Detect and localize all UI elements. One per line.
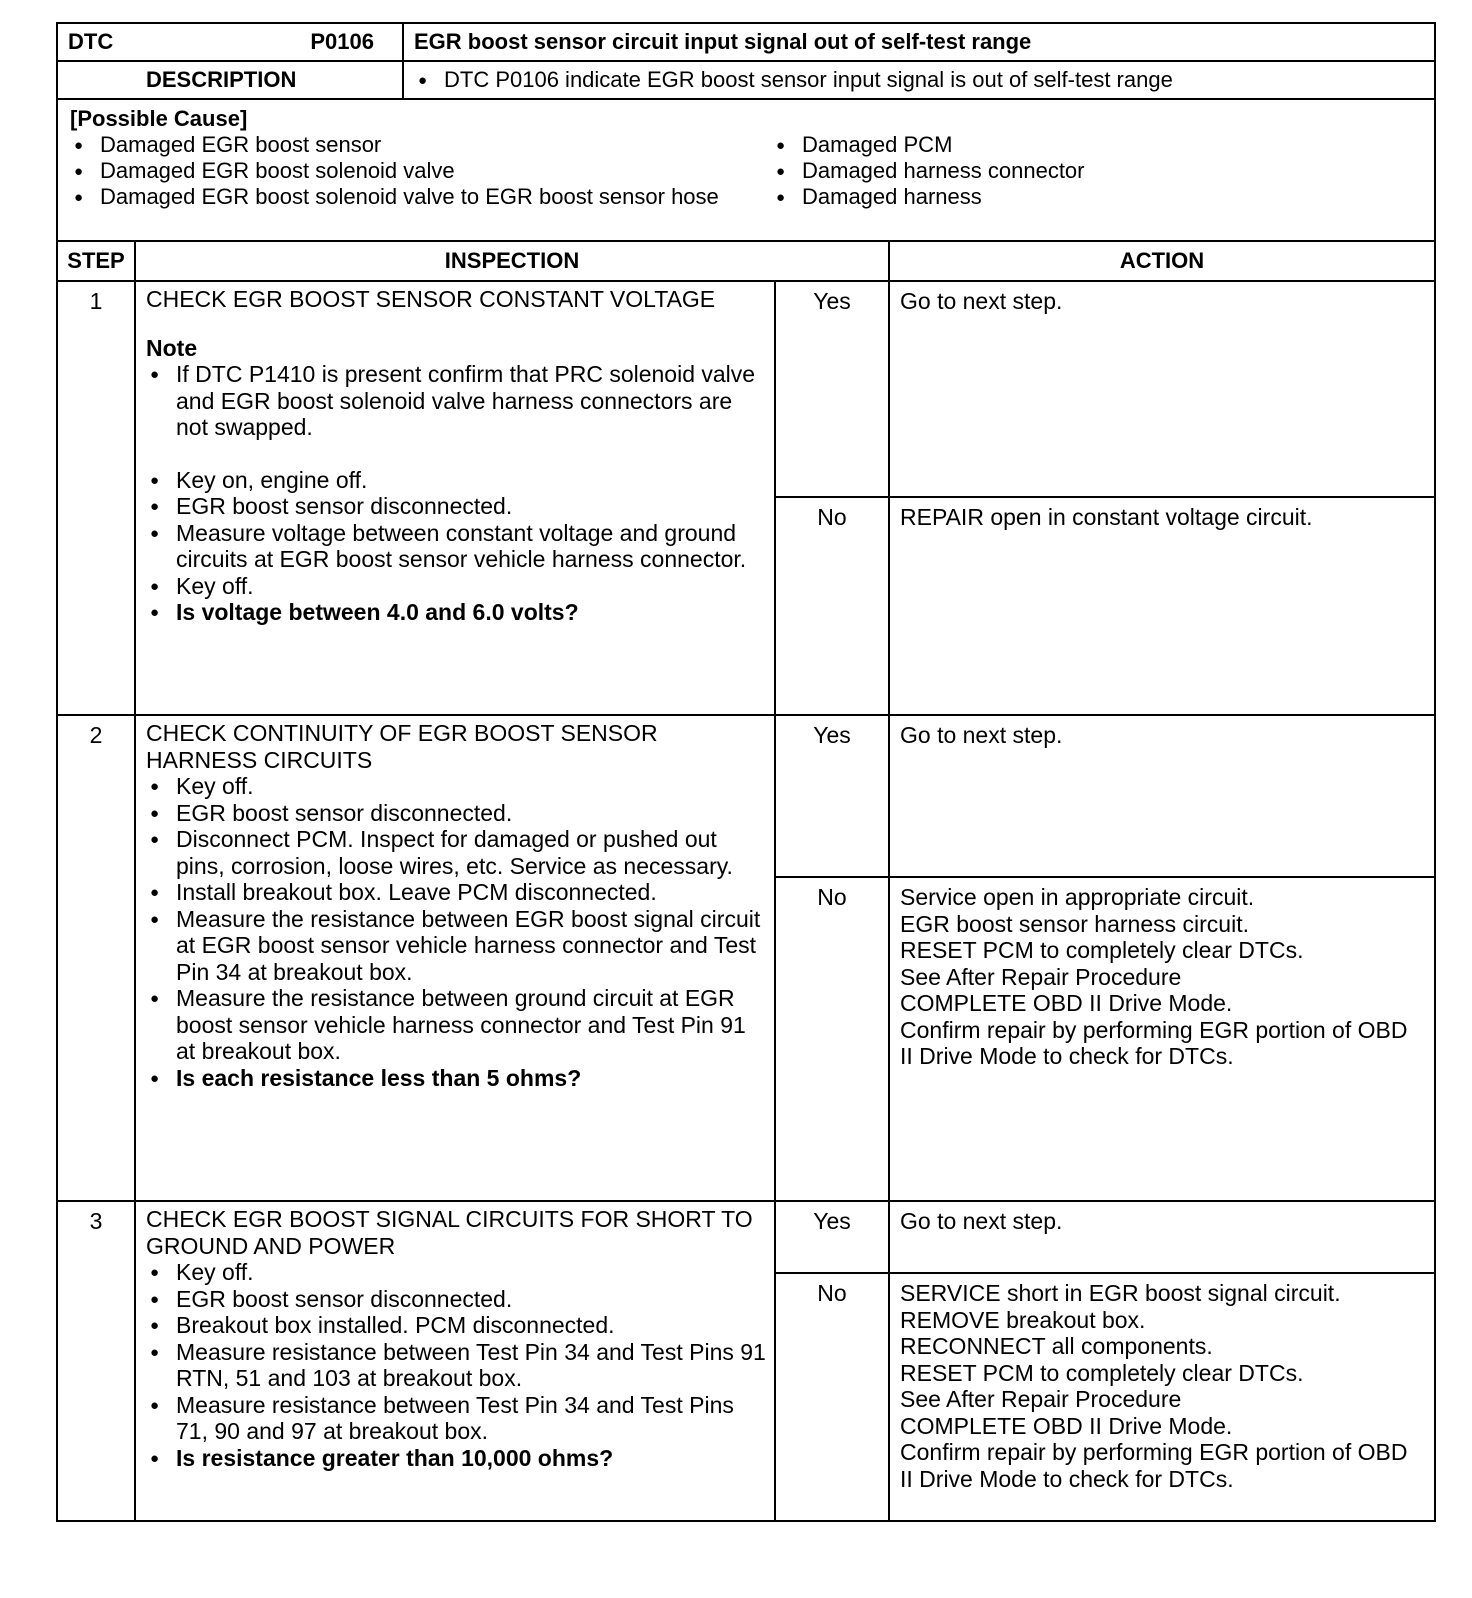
no-result-row [776, 1274, 1434, 1520]
action-line: COMPLETE OBD II Drive Mode. [900, 1412, 1233, 1439]
action-line: RESET PCM to completely clear DTCs. [900, 937, 1304, 963]
possible-cause-item: ● Damaged PCM [772, 132, 1424, 158]
inspection-question: ● Is resistance greater than 10,000 ohms? [146, 1445, 766, 1472]
note-item: ● If DTC P1410 is present confirm that PRC solenoid valve and EGR boost solenoid valve harness connectors are not swapped. [146, 361, 766, 441]
dtc-label: DTC [68, 29, 114, 54]
description-label: DESCRIPTION [146, 67, 297, 92]
no-label: No [776, 878, 890, 1200]
inspection-item: ● Key off. [146, 573, 766, 600]
yes-label: Yes [776, 1202, 890, 1272]
possible-cause-list-left [70, 132, 772, 210]
inspection-item: ● EGR boost sensor disconnected. [146, 800, 766, 827]
step-row-1 [58, 282, 1434, 716]
yes-result-row [776, 716, 1434, 878]
description-row [58, 62, 1434, 100]
inspection-item: ● Key on, engine off. [146, 467, 766, 494]
description-text: ● DTC P0106 indicate EGR boost sensor input signal is out of self-test range [414, 67, 1424, 93]
yes-result-row [776, 1202, 1434, 1274]
dtc-code: P0106 [310, 29, 374, 54]
inspection-question: ● Is each resistance less than 5 ohms? [146, 1065, 766, 1092]
action-line: Go to next step. [900, 288, 1063, 314]
table-header-row [58, 242, 1434, 282]
action-column-header: ACTION [1119, 248, 1205, 273]
step-number: 2 [58, 716, 136, 1200]
action-line: SERVICE short in EGR boost signal circuit. [900, 1280, 1341, 1306]
description-text-cell [404, 62, 1434, 98]
inspection-title: CHECK EGR BOOST SIGNAL CIRCUITS FOR SHORT TO GROUND AND POWER [146, 1206, 753, 1259]
yes-result-row [776, 282, 1434, 498]
action-line: REMOVE breakout box. [900, 1306, 1146, 1333]
possible-cause-item: ● Damaged EGR boost solenoid valve [70, 158, 772, 184]
possible-cause-item: ● Damaged harness [772, 184, 1424, 210]
no-label: No [776, 1274, 890, 1520]
no-label: No [776, 498, 890, 714]
inspection-item: ● Measure the resistance between ground circuit at EGR boost sensor vehicle harness connector and Test Pin 91 at breakout box. [146, 985, 766, 1065]
yes-action [890, 716, 1434, 876]
action-line: Confirm repair by performing EGR portion of OBD II Drive Mode to check for DTCs. [900, 1016, 1408, 1069]
inspection-list [146, 1259, 766, 1471]
step-number: 3 [58, 1202, 136, 1520]
step-row-3 [58, 1202, 1434, 1520]
possible-cause-list-right [772, 132, 1424, 210]
action-line: Service open in appropriate circuit. [900, 884, 1255, 910]
no-result-row [776, 878, 1434, 1200]
yes-action [890, 1202, 1434, 1272]
action-line: Go to next step. [900, 722, 1063, 748]
steps-body [58, 282, 1434, 1520]
dtc-code-cell [58, 24, 404, 60]
no-action [890, 498, 1434, 714]
description-label-cell [58, 62, 404, 98]
inspection-item: ● Key off. [146, 1259, 766, 1286]
inspection-item: ● Install breakout box. Leave PCM disconnected. [146, 879, 766, 906]
inspection-item: ● Breakout box installed. PCM disconnected. [146, 1312, 766, 1339]
note-label: Note [146, 334, 198, 361]
possible-cause-item: ● Damaged EGR boost sensor [70, 132, 772, 158]
dtc-header-row [58, 24, 1434, 62]
yes-label: Yes [776, 282, 890, 496]
inspection-question: ● Is voltage between 4.0 and 6.0 volts? [146, 599, 766, 626]
action-line: Confirm repair by performing EGR portion of OBD II Drive Mode to check for DTCs. [900, 1439, 1408, 1492]
inspection-item: ● EGR boost sensor disconnected. [146, 1286, 766, 1313]
result-cells [776, 282, 1434, 714]
no-action [890, 878, 1434, 1200]
action-line: COMPLETE OBD II Drive Mode. [900, 990, 1233, 1016]
action-line: See After Repair Procedure [900, 1386, 1182, 1412]
inspection-item: ● EGR boost sensor disconnected. [146, 493, 766, 520]
no-action [890, 1274, 1434, 1520]
possible-cause-item: ● Damaged harness connector [772, 158, 1424, 184]
inspection-title: CHECK EGR BOOST SENSOR CONSTANT VOLTAGE [146, 286, 716, 312]
inspection-cell [136, 282, 776, 714]
inspection-item: ● Measure resistance between Test Pin 34 and Test Pins 71, 90 and 97 at breakout box. [146, 1392, 766, 1445]
inspection-item: ● Measure the resistance between EGR boost signal circuit at EGR boost sensor vehicle harness connector and Test Pin 34 at breakout box. [146, 906, 766, 986]
inspection-title: CHECK CONTINUITY OF EGR BOOST SENSOR HARNESS CIRCUITS [146, 720, 658, 773]
result-cells [776, 1202, 1434, 1520]
note-list [146, 361, 766, 441]
inspection-item: ● Disconnect PCM. Inspect for damaged or pushed out pins, corrosion, loose wires, etc. Service as necessary. [146, 826, 766, 879]
inspection-item: ● Key off. [146, 773, 766, 800]
dtc-procedure-sheet [56, 22, 1436, 1522]
possible-cause-block [58, 100, 1434, 242]
dtc-title: EGR boost sensor circuit input signal out of self-test range [414, 29, 1032, 54]
inspection-list [146, 773, 766, 1091]
possible-cause-item: ● Damaged EGR boost solenoid valve to EGR boost sensor hose [70, 184, 772, 210]
spacer [146, 441, 766, 467]
yes-action [890, 282, 1434, 496]
inspection-column-header: INSPECTION [136, 242, 890, 280]
step-column-header: STEP [58, 242, 136, 280]
action-line: EGR boost sensor harness circuit. [900, 910, 1249, 937]
action-line: RECONNECT all components. [900, 1333, 1213, 1359]
action-line: RESET PCM to completely clear DTCs. [900, 1359, 1304, 1386]
step-number: 1 [58, 282, 136, 714]
action-line: See After Repair Procedure [900, 963, 1182, 990]
no-result-row [776, 498, 1434, 714]
inspection-cell [136, 1202, 776, 1520]
inspection-list [146, 467, 766, 626]
possible-cause-heading: [Possible Cause] [70, 106, 248, 131]
yes-label: Yes [776, 716, 890, 876]
result-cells [776, 716, 1434, 1200]
action-line: REPAIR open in constant voltage circuit. [900, 504, 1313, 530]
inspection-cell [136, 716, 776, 1200]
step-row-2 [58, 716, 1434, 1202]
inspection-item: ● Measure resistance between Test Pin 34 and Test Pins 91 RTN, 51 and 103 at breakout box. [146, 1339, 766, 1392]
inspection-item: ● Measure voltage between constant voltage and ground circuits at EGR boost sensor vehicle harness connector. [146, 520, 766, 573]
action-line: Go to next step. [900, 1208, 1063, 1234]
